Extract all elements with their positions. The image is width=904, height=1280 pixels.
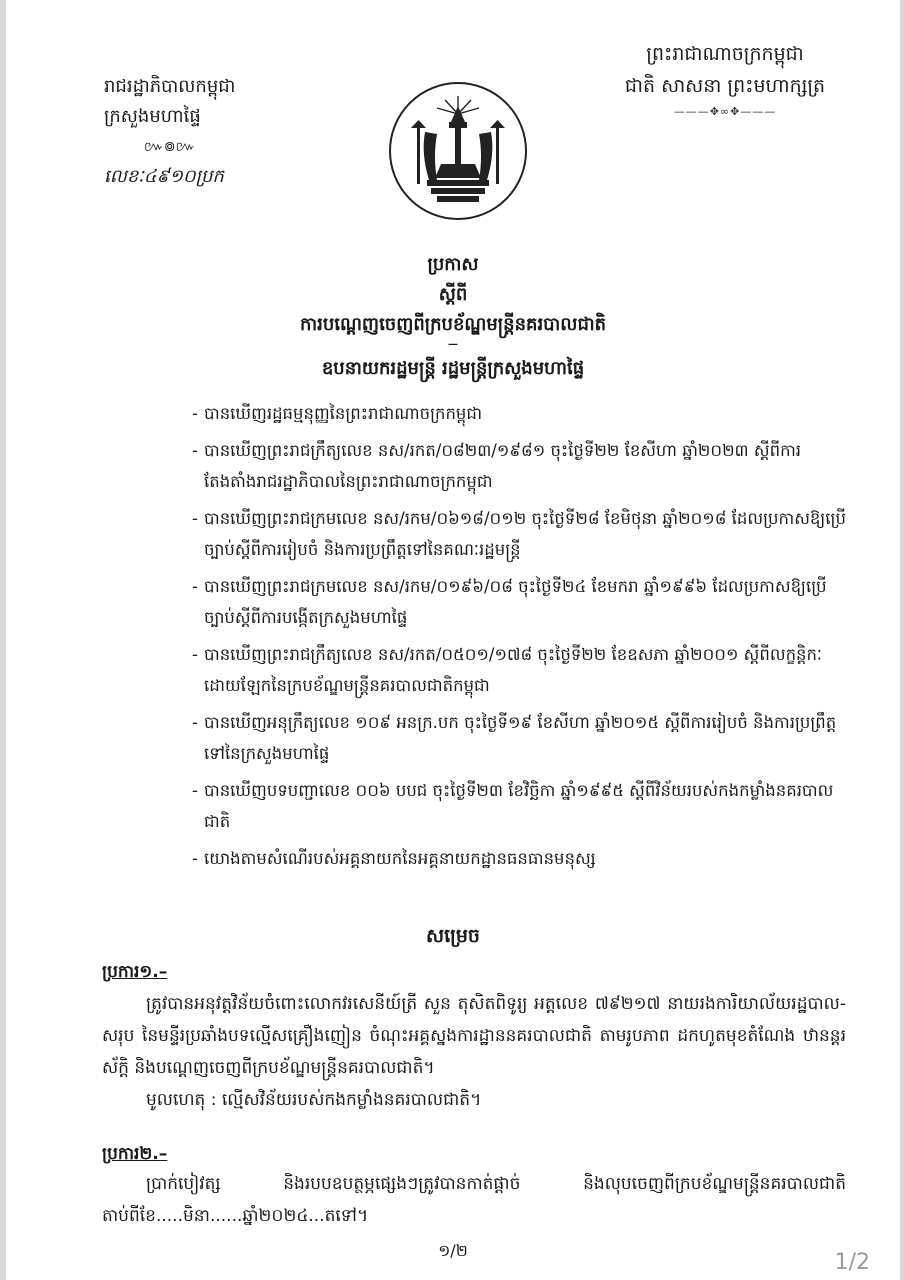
kingdom-header (610, 38, 840, 122)
ministry-name: ក្រសួងមហាផ្ទៃ (104, 106, 201, 127)
list-item: - បានឃើញអនុក្រឹត្យលេខ ១០៩ អនក្រ.បក ចុះថ្ងៃទី១៩ ខែសីហា ឆ្នាំ២០១៥ ស្តីពីការរៀបចំ និងការប្រព្រឹត្តទៅនៃក្រសួងមហាផ្ទៃ (192, 713, 837, 763)
reference-number: លេខៈ៤៩១០ប្រក (104, 166, 224, 187)
document-type: ប្រកាស (427, 254, 479, 275)
article-1-text: ត្រូវបានអនុវត្តវិន័យចំពោះលោកវរសេនីយ៍ត្រី សួន តុសិតពិទូរ្យ អត្តលេខ ៧៩២១៧ នាយរងការិយាល័យរដ្ឋបាល-សរុប នៃមន្ទីរប្រឆាំងបទល្មើសគ្រឿងញៀន ចំណុះអគ្គស្នងការដ្ឋាននគរបាលជាតិ តាមរូបភាព ដកហូតមុខតំណែង ឋានន្តរស័ក្តិ និងបណ្តេញចេញពីក្របខ័ណ្ឌមន្ត្រីនគរបាលជាតិ។ (102, 994, 846, 1078)
royal-arms-icon (389, 82, 527, 220)
government-name: រាជរដ្ឋាភិបាលកម្ពុជា (104, 76, 236, 97)
list-item: - បានឃើញព្រះរាជក្រមលេខ នស/រកម/០៦១៨/០១២ ចុះថ្ងៃទី២៨ ខែមិថុនា ឆ្នាំ២០១៨ ដែលប្រកាសឱ្យប្រើច្បាប់ស្តីពីការរៀបចំ និងការប្រព្រឹត្តទៅនៃគណៈរដ្ឋមន្ត្រី (192, 509, 846, 559)
page-number: ១/២ (438, 1241, 468, 1260)
article-1-body (102, 988, 846, 1116)
article-2-text: ប្រាក់បៀវត្ស និងរបបឧបត្ថម្ភផ្សេងៗត្រូវបានកាត់ផ្តាច់ និងលុបចេញពីក្របខ័ណ្ឌមន្ត្រីនគរបាលជាតិ តាប់ពីខែ.....មិនា......ឆ្នាំ២០២៤...តទៅ។ (102, 1174, 846, 1226)
legal-basis-list (192, 398, 852, 880)
issuer-title: ឧបនាយករដ្ឋមន្ត្រី រដ្ឋមន្ត្រីក្រសួងមហាផ្ទៃ (321, 358, 585, 379)
article-1-reason: មូលហេតុ : ល្មើសវិន័យរបស់កងកម្លាំងនគរបាលជាតិ។ (146, 1090, 482, 1110)
decision-heading: សម្រេច (426, 925, 480, 947)
list-item: - បានឃើញព្រះរាជក្រឹត្យលេខ នស/រកត/០៨២៣/១៩៨១ ចុះថ្ងៃទី២២ ខែសីហា ឆ្នាំ២០២៣ ស្តីពីការតែងតាំងរាជរដ្ឋាភិបាលនៃព្រះរាជាណាចក្រកម្ពុជា (192, 441, 802, 491)
national-motto: ជាតិ សាសនា ព្រះមហាក្សត្រ (624, 75, 826, 97)
article-1-title: ប្រការ១.– (102, 962, 168, 982)
article-2-body (102, 1168, 846, 1232)
motto-divider: ———✥∞✥——— (673, 105, 777, 118)
kingdom-name: ព្រះរាជាណាចក្រកម្ពុជា (646, 43, 804, 65)
document-heading (6, 250, 900, 384)
list-item: - យោងតាមសំណើរបស់អគ្គនាយកនៃអគ្គនាយកដ្ឋានធនធានមនុស្ស (192, 849, 596, 868)
list-item: - បានឃើញព្រះរាជក្រមលេខ នស/រកម/០១៩៦/០៨ ចុះថ្ងៃទី២៤ ខែមករា ឆ្នាំ១៩៩៦ ដែលប្រកាសឱ្យប្រើច្បាប់ស្តីពីការបង្កើតក្រសួងមហាផ្ទៃ (192, 577, 827, 627)
heading-separator: — (448, 339, 458, 350)
about-label: ស្ដីពី (438, 284, 468, 305)
list-item: - បានឃើញព្រះរាជក្រឹត្យលេខ នស/រកត/០៥០១/១៧៨ ចុះថ្ងៃទី២២ ខែឧសភា ឆ្នាំ២០០១ ស្តីពីលក្ខន្តិកៈដោយឡែកនៃក្របខ័ណ្ឌមន្ត្រីនគរបាលជាតិកម្ពុជា (192, 645, 823, 695)
ornament: ៚៙៚ (144, 139, 196, 155)
document-subject: ការបណ្ដេញចេញពីក្របខ័ណ្ឌមន្ត្រីនគរបាលជាតិ (299, 314, 607, 335)
page-indicator-badge: 1/2 (834, 1250, 870, 1275)
document-page (6, 0, 900, 1280)
list-item: - បានឃើញរដ្ឋធម្មនុញ្ញនៃព្រះរាជាណាចក្រកម្ពុជា (192, 404, 483, 423)
ministry-header (104, 72, 304, 192)
article-2-title: ប្រការ២.– (102, 1144, 168, 1164)
list-item: - បានឃើញបទបញ្ជាលេខ ០០៦ បបជ ចុះថ្ងៃទី២៣ ខែវិច្ឆិកា ឆ្នាំ១៩៩៥ ស្តីពីវិន័យរបស់កងកម្លាំងនគរបាលជាតិ (192, 781, 834, 831)
